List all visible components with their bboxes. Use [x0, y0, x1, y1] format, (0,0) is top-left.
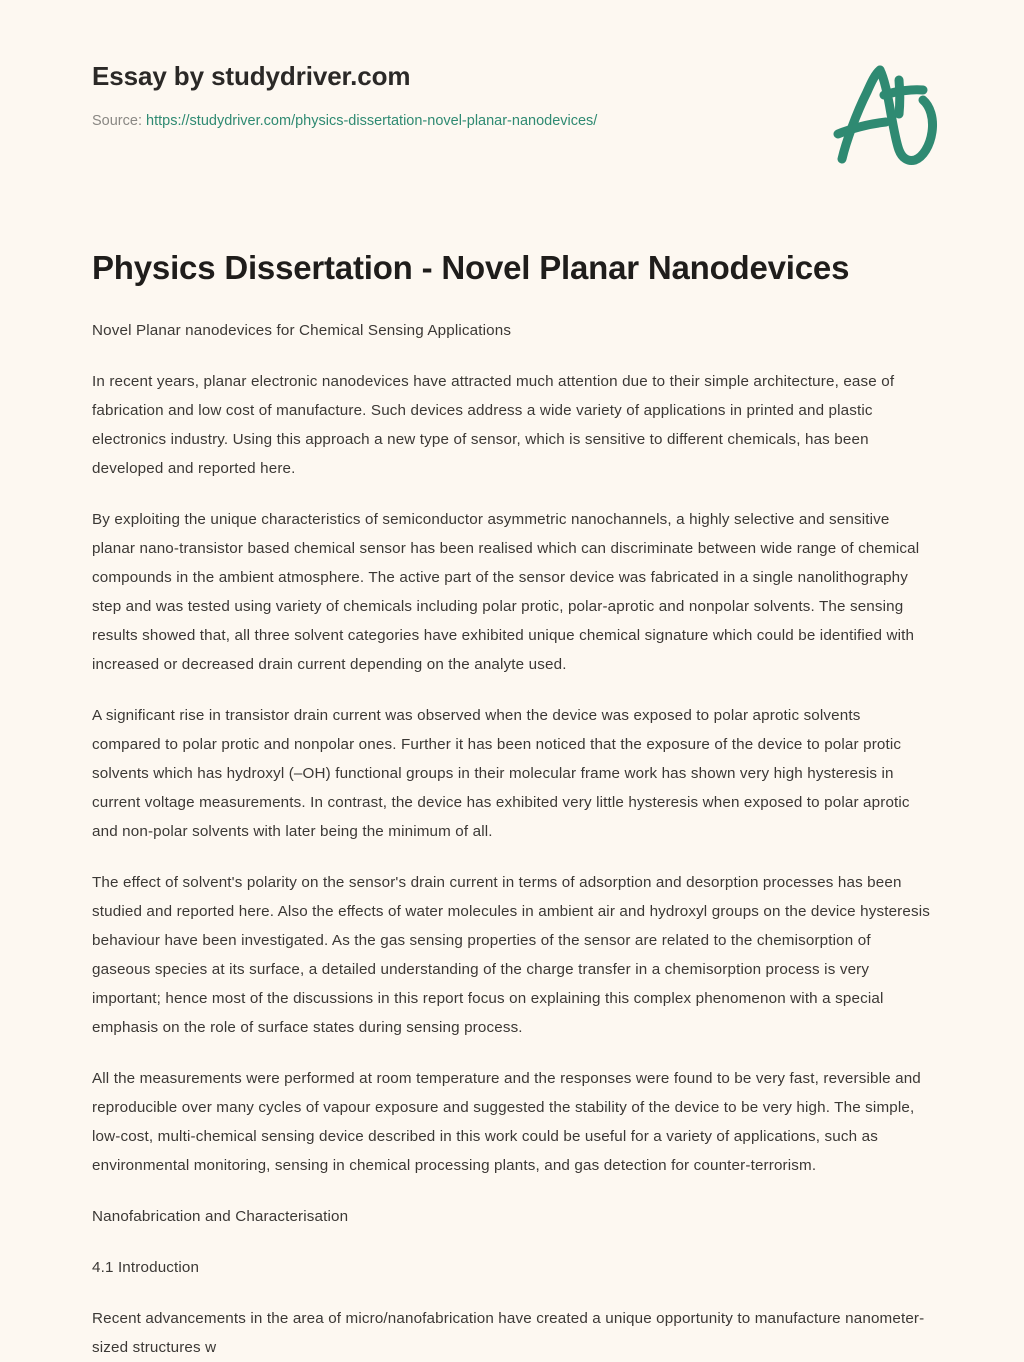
source-label: Source:	[92, 112, 142, 129]
paragraph: In recent years, planar electronic nanodevices have attracted much attention due to their simple architecture, ease of fabrication and low cost of manufacture. Such devices address a wide variety of applications in printed and plastic electronics industry. Using this approach a new type of sensor, which is sensitive to different chemicals, has been developed and reported here.	[92, 372, 895, 477]
page-title: Physics Dissertation - Novel Planar Nanodevices	[92, 248, 850, 286]
paragraph-truncated: Recent advancements in the area of micro/nanofabrication have created a unique opportunity to manufacture nanometer-sized structures w	[92, 1309, 925, 1356]
paragraph: A significant rise in transistor drain current was observed when the device was exposed to polar aprotic solvents compared to polar protic and nonpolar ones. Further it has been noticed that the exposure of the device to polar protic solvents which has hydroxyl (–OH) functional groups in their molecular frame work has shown very high hysteresis in current voltage measurements. In contrast, the device has exhibited very little hysteresis when exposed to polar aprotic and non-polar solvents with later being the minimum of all.	[92, 706, 910, 840]
paragraph: Novel Planar nanodevices for Chemical Sensing Applications	[92, 321, 512, 339]
paragraph: By exploiting the unique characteristics of semiconductor asymmetric nanochannels, a highly selective and sensitive planar nano-transistor based chemical sensor has been realised which can discriminate between wide range of chemical compounds in the ambient atmosphere. The active part of the sensor device was fabricated in a single nanolithography step and was tested using variety of chemicals including polar protic, polar-aprotic and nonpolar solvents. The sensing results showed that, all three solvent categories have exhibited unique chemical signature which could be identified with increased or decreased drain current depending on the analyte used.	[92, 510, 920, 673]
paragraph: The effect of solvent's polarity on the sensor's drain current in terms of adsorption and desorption processes has been studied and reported here. Also the effects of water molecules in ambient air and hydroxyl groups on the device hysteresis behaviour have been investigated. As the gas sensing properties of the sensor are related to the chemisorption of gaseous species at its surface, a detailed understanding of the charge transfer in a chemisorption process is very important; hence most of the discussions in this report focus on explaining this complex phenomenon with a special emphasis on the role of surface states during sensing process.	[92, 873, 931, 1036]
source-line	[92, 112, 932, 131]
section-heading: Nanofabrication and Characterisation	[92, 1207, 349, 1225]
subsection-heading: 4.1 Introduction	[92, 1258, 200, 1276]
article-body	[0, 288, 1024, 1362]
source-url-link[interactable]: https://studydriver.com/physics-dissertation-novel-planar-nanodevices/	[146, 112, 598, 129]
a-plus-logo	[822, 56, 952, 174]
brand-title: Essay by studydriver.com	[92, 61, 411, 91]
paragraph: All the measurements were performed at room temperature and the responses were found to be very fast, reversible and reproducible over many cycles of vapour exposure and suggested the stability of the device to be very high. The simple, low-cost, multi-chemical sensing device described in this work could be useful for a variety of applications, such as environmental monitoring, sensing in chemical processing plants, and gas detection for counter-terrorism.	[92, 1069, 921, 1174]
document-header	[0, 0, 1024, 131]
